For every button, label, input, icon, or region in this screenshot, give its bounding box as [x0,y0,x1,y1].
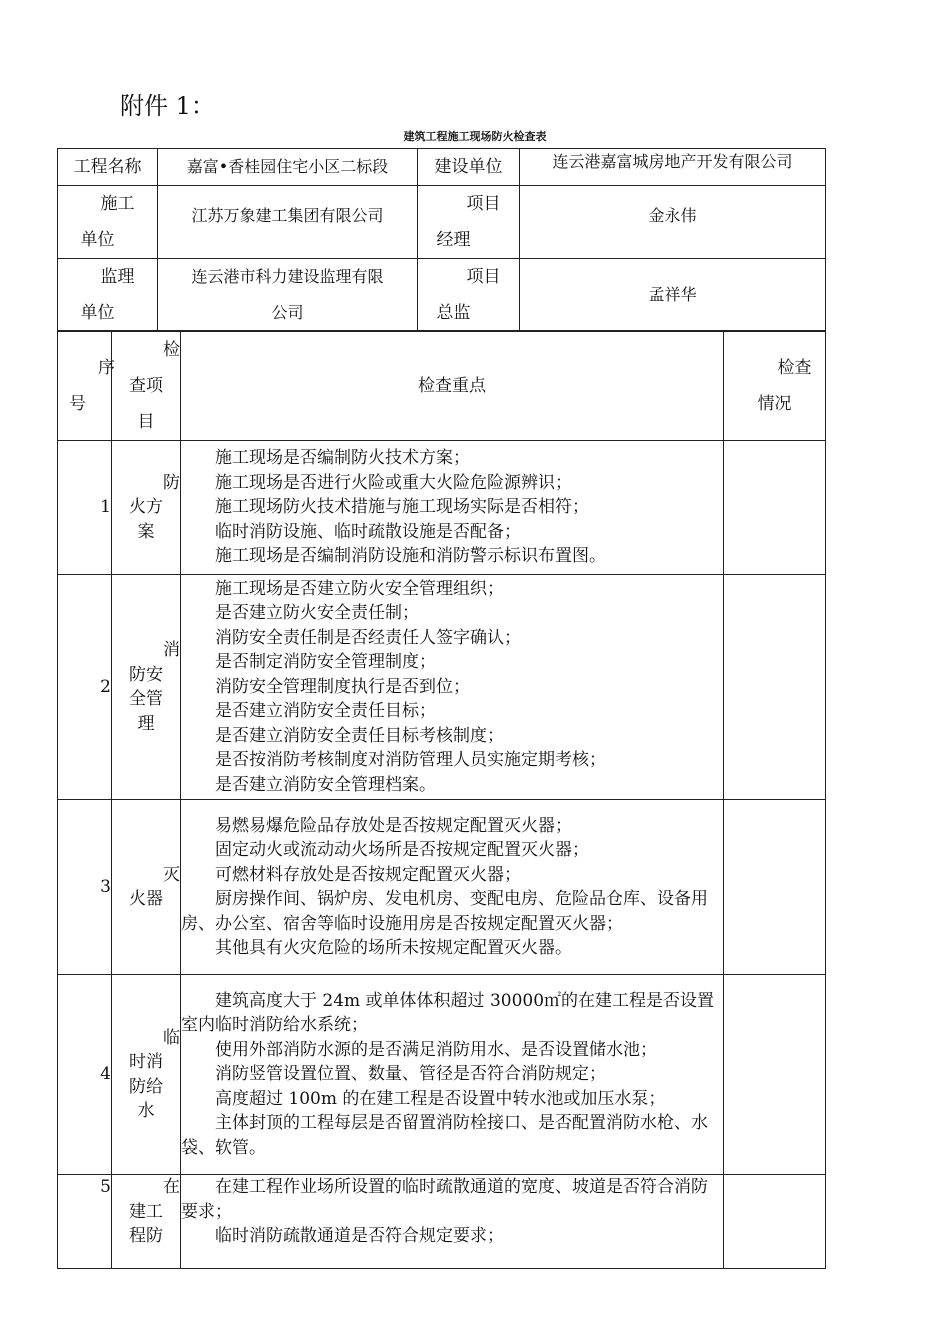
table-row [58,1175,826,1269]
header-item-line1: 检 [163,339,180,360]
focus-line: 临时消防疏散通道是否符合规定要求； [215,1226,504,1246]
row-focus [181,575,724,800]
focus-line: 施工现场防火技术措施与施工现场实际是否相符； [215,497,589,518]
header-no [58,331,115,441]
row-result [724,975,826,1175]
focus-line: 临时消防设施、临时疏散设施是否配备； [215,521,521,542]
chief-label-line1: 项目 [466,267,501,287]
project-name-label: 工程名称 [58,149,158,186]
supervisor-label-line1: 监理 [100,267,135,287]
focus-line: 使用外部消防水源的是否满足消防用水、是否设置储水池； [215,1039,657,1060]
focus-line: 施工现场是否编制防火技术方案； [215,448,470,469]
focus-line: 是否制定消防安全管理制度； [215,652,436,673]
focus-line: 消防竖管设置位置、数量、管径是否符合消防规定； [215,1064,606,1085]
contractor-label [58,186,158,259]
row-item [112,975,181,1175]
document-title: 建筑工程施工现场防火检查表 [403,130,547,143]
row-item-line: 防 [163,472,180,493]
focus-line: 其他具有火灾危险的场所未按规定配置灭火器。 [215,938,572,958]
chief-label [418,259,520,332]
row-item [112,1175,181,1269]
header-item-line2: 查项 [129,375,163,396]
header-no-line1: 序 [98,357,115,378]
focus-line: 施工现场是否进行火险或重大火险危险源辨识； [215,472,572,493]
focus-line: 是否建立防火安全责任制； [215,603,419,624]
header-no-line2: 号 [69,393,86,414]
owner-label: 建设单位 [418,149,520,186]
row-item-line: 全管 [129,689,163,709]
pm-label-line2: 经理 [436,230,471,250]
table-row [58,441,826,575]
row-item-line: 防给 [129,1076,163,1097]
focus-line: 消防安全责任制是否经责任人签字确认； [215,627,521,648]
row-result [724,441,826,575]
pm-value: 金永伟 [520,186,826,259]
table-row [58,975,826,1175]
row-item-line: 理 [137,713,155,734]
row-result [724,800,826,975]
row-item-line: 程防 [129,1226,163,1246]
project-info-table [57,148,826,332]
focus-line: 是否建立消防安全管理档案。 [215,774,436,795]
row-number: 5 [58,1175,112,1269]
row-item-line: 消 [163,640,180,660]
focus-line: 消防安全管理制度执行是否到位； [215,676,470,697]
focus-line: 施工现场是否编制消防设施和消防警示标识布置图。 [215,546,606,567]
header-focus: 检查重点 [181,331,724,441]
focus-line: 是否按消防考核制度对消防管理人员实施定期考核； [215,750,606,771]
row-result [724,575,826,800]
supervisor-value [158,259,418,332]
row-item-line: 时消 [129,1052,163,1072]
row-number: 4 [58,975,112,1175]
row-item [112,441,181,575]
contractor-label-line1: 施工 [100,194,135,214]
row-focus [181,441,724,575]
attachment-heading: 附件 1： [120,92,215,120]
row-result [724,1175,826,1269]
row-number: 1 [58,441,112,575]
focus-line: 施工现场是否建立防火安全管理组织； [215,578,504,599]
row-focus [181,975,724,1175]
focus-line: 固定动火或流动动火场所是否按规定配置灭火器； [215,840,589,860]
focus-line: 是否建立消防安全责任目标考核制度； [215,725,504,746]
owner-value: 连云港嘉富城房地产开发有限公司 [520,149,826,186]
focus-line: 是否建立消防安全责任目标； [215,701,436,722]
focus-line: 高度超过 100m 的在建工程是否设置中转水池或加压水泵； [215,1088,666,1109]
row-item-line: 案 [137,521,155,542]
row-item-line: 建工 [129,1201,163,1222]
row-number: 3 [58,800,112,975]
contractor-value: 江苏万象建工集团有限公司 [158,186,418,259]
row-number: 2 [58,575,112,800]
pm-label [418,186,520,259]
row-item-line: 临 [163,1027,180,1048]
project-name-value: 嘉富•香桂园住宅小区二标段 [158,149,418,186]
row-item-line: 防安 [129,664,163,685]
chief-label-line2: 总监 [436,303,471,323]
supervisor-label-line2: 单位 [80,303,115,323]
row-item-line: 灭 [163,864,180,885]
focus-line: 易燃易爆危险品存放处是否按规定配置灭火器； [215,815,572,836]
pm-label-line1: 项目 [466,194,501,214]
header-result-line2: 情况 [757,393,792,414]
focus-line: 在建工程作业场所设置的临时疏散通道的宽度、坡道是否符合消防要求； [181,1177,708,1222]
contractor-label-line2: 单位 [80,230,115,250]
table-row [58,575,826,800]
chief-value: 孟祥华 [520,259,826,332]
row-item-line: 在 [163,1177,180,1197]
row-item-line: 火方 [129,497,163,518]
row-item-line: 水 [137,1101,155,1121]
supervisor-value-line1: 连云港市科力建设监理有限 [191,267,384,286]
table-row [58,800,826,975]
supervisor-value-line2: 公司 [271,303,304,322]
header-result [724,331,826,441]
focus-line: 建筑高度大于 24m 或单体体积超过 30000㎡的在建工程是否设置室内临时消防给水系统； [181,990,715,1036]
focus-line: 主体封顶的工程每层是否留置消防栓接口、是否配置消防水枪、水袋、软管。 [181,1113,708,1158]
row-item [112,575,181,800]
row-item-line: 火器 [129,889,163,909]
focus-line: 厨房操作间、锅炉房、发电机房、变配电房、危险品仓库、设备用房、办公室、宿舍等临时设施用房是否按规定配置灭火器； [181,889,708,934]
header-result-line1: 检查 [777,357,812,378]
header-item-line3: 目 [137,411,155,432]
inspection-table [57,330,826,1269]
supervisor-label [58,259,158,332]
header-item [112,331,181,441]
row-focus [181,1175,724,1269]
row-focus [181,800,724,975]
focus-line: 可燃材料存放处是否按规定配置灭火器； [215,864,521,885]
row-item [112,800,181,975]
